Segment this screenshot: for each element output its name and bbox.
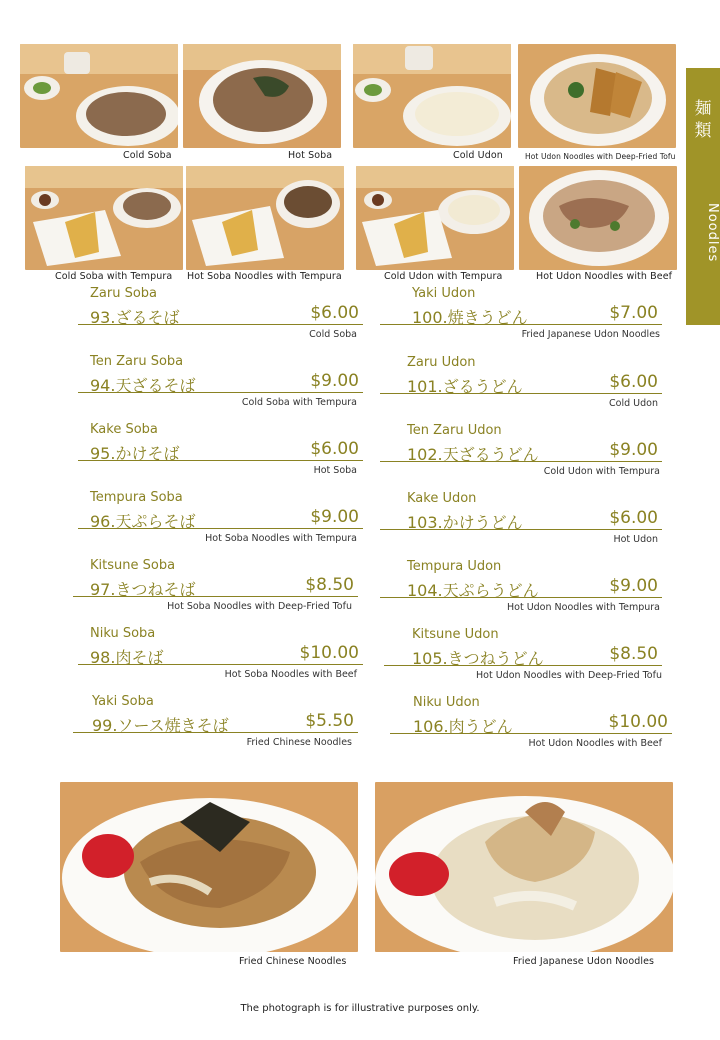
item-description: Cold Udon	[609, 398, 658, 409]
item-name-en: Niku Soba	[90, 626, 156, 641]
kanji-2: 類	[694, 121, 712, 141]
caption-hot-soba-tempura: Hot Soba Noodles with Tempura	[187, 271, 342, 282]
photo-hot-udon-tofu	[518, 44, 676, 148]
item-price: $9.00	[310, 507, 359, 527]
menu-item-99	[73, 694, 358, 754]
item-name-en: Tempura Udon	[407, 559, 502, 574]
photo-cold-soba	[20, 44, 178, 148]
item-divider	[380, 529, 662, 530]
item-name-jp: 93.ざるそば	[90, 308, 180, 327]
item-divider	[78, 664, 363, 665]
item-name-en: Yaki Soba	[92, 694, 154, 709]
caption-fried-chinese-noodles: Fried Chinese Noodles	[239, 956, 347, 967]
item-name-en: Kitsune Soba	[90, 558, 176, 573]
caption-hot-udon-beef: Hot Udon Noodles with Beef	[536, 271, 673, 282]
item-price: $6.00	[609, 372, 658, 392]
photo-cold-soba-tempura	[25, 166, 183, 270]
kanji-1: 麺	[694, 99, 712, 119]
item-name-en: Kitsune Udon	[412, 627, 499, 642]
section-kanji	[686, 98, 720, 142]
section-tab-noodles	[686, 68, 720, 325]
item-price: $9.00	[609, 440, 658, 460]
item-divider	[78, 392, 363, 393]
item-price: $10.00	[608, 712, 668, 732]
caption-hot-udon-tofu: Hot Udon Noodles with Deep-Fried Tofu	[525, 152, 676, 161]
item-name-en: Tempura Soba	[90, 490, 183, 505]
item-name-en: Yaki Udon	[412, 286, 476, 301]
item-name-jp: 102.天ざるうどん	[407, 445, 539, 464]
item-description: Hot Soba Noodles with Beef	[224, 669, 357, 680]
disclaimer-footer: The photograph is for illustrative purposes only.	[240, 1003, 480, 1014]
item-description: Hot Udon	[613, 534, 658, 545]
item-name-en: Niku Udon	[413, 695, 480, 710]
item-divider	[78, 324, 363, 325]
item-price: $6.00	[609, 508, 658, 528]
item-name-jp: 98.肉そば	[90, 648, 164, 667]
item-divider	[380, 461, 662, 462]
menu-item-94	[78, 354, 363, 414]
item-divider	[390, 733, 672, 734]
menu-item-101	[380, 355, 662, 415]
item-price: $9.00	[310, 371, 359, 391]
item-description: Hot Soba Noodles with Deep-Fried Tofu	[167, 601, 352, 612]
item-name-jp: 96.天ぷらそば	[90, 512, 196, 531]
section-label: Noodles	[705, 203, 720, 263]
item-description: Hot Udon Noodles with Deep-Fried Tofu	[476, 670, 662, 681]
item-description: Cold Soba	[309, 329, 357, 340]
menu-item-96	[78, 490, 363, 550]
photo-fried-chinese-noodles	[60, 782, 358, 952]
menu-item-103	[380, 491, 662, 551]
item-divider	[380, 393, 662, 394]
menu-item-105	[384, 627, 662, 687]
caption-cold-udon: Cold Udon	[453, 150, 503, 161]
item-description: Fried Chinese Noodles	[246, 737, 352, 748]
item-name-jp: 100.焼きうどん	[412, 308, 528, 327]
item-description: Cold Soba with Tempura	[241, 397, 357, 408]
item-description: Hot Soba Noodles with Tempura	[205, 533, 357, 544]
item-price: $7.00	[609, 303, 658, 323]
item-price: $9.00	[609, 576, 658, 596]
item-price: $8.50	[609, 644, 658, 664]
item-name-jp: 105.きつねうどん	[412, 649, 544, 668]
photo-hot-soba	[183, 44, 341, 148]
item-price: $10.00	[299, 643, 359, 663]
item-description: Fried Japanese Udon Noodles	[521, 329, 660, 340]
photo-hot-soba-tempura	[186, 166, 344, 270]
photo-cold-udon-tempura	[356, 166, 514, 270]
item-name-jp: 99.ソース焼きそば	[92, 716, 229, 735]
item-price: $6.00	[310, 303, 359, 323]
menu-item-102	[380, 423, 662, 483]
item-description: Hot Udon Noodles with Tempura	[507, 602, 660, 613]
photo-fried-udon	[375, 782, 673, 952]
item-description: Hot Soba	[313, 465, 357, 476]
item-name-jp: 104.天ぷらうどん	[407, 581, 539, 600]
item-divider	[78, 460, 363, 461]
item-name-en: Zaru Soba	[90, 286, 158, 301]
item-divider	[380, 324, 662, 325]
menu-item-97	[73, 558, 358, 618]
menu-item-93	[78, 286, 363, 346]
item-name-en: Ten Zaru Udon	[407, 423, 502, 438]
item-price: $8.50	[305, 575, 354, 595]
item-divider	[380, 597, 662, 598]
menu-item-100	[380, 286, 662, 346]
caption-cold-udon-tempura: Cold Udon with Tempura	[384, 271, 503, 282]
item-name-en: Kake Soba	[90, 422, 158, 437]
caption-cold-soba: Cold Soba	[123, 150, 172, 161]
menu-item-98	[78, 626, 363, 686]
item-name-en: Ten Zaru Soba	[90, 354, 184, 369]
item-name-jp: 95.かけそば	[90, 444, 180, 463]
item-divider	[73, 596, 358, 597]
item-divider	[384, 665, 662, 666]
menu-item-95	[78, 422, 363, 482]
item-price: $5.50	[305, 711, 354, 731]
item-divider	[73, 732, 358, 733]
item-name-jp: 101.ざるうどん	[407, 377, 523, 396]
item-name-jp: 103.かけうどん	[407, 513, 523, 532]
item-name-en: Zaru Udon	[407, 355, 476, 370]
item-name-jp: 94.天ざるそば	[90, 376, 196, 395]
caption-fried-udon: Fried Japanese Udon Noodles	[513, 956, 655, 967]
item-divider	[78, 528, 363, 529]
menu-item-106	[390, 695, 672, 755]
item-price: $6.00	[310, 439, 359, 459]
photo-hot-udon-beef	[519, 166, 677, 270]
item-name-en: Kake Udon	[407, 491, 477, 506]
caption-cold-soba-tempura: Cold Soba with Tempura	[55, 271, 173, 282]
item-name-jp: 97.きつねそば	[90, 580, 196, 599]
item-description: Hot Udon Noodles with Beef	[528, 738, 662, 749]
item-description: Cold Udon with Tempura	[543, 466, 660, 477]
caption-hot-soba: Hot Soba	[288, 150, 333, 161]
menu-item-104	[380, 559, 662, 619]
photo-cold-udon	[353, 44, 511, 148]
item-name-jp: 106.肉うどん	[413, 717, 513, 736]
